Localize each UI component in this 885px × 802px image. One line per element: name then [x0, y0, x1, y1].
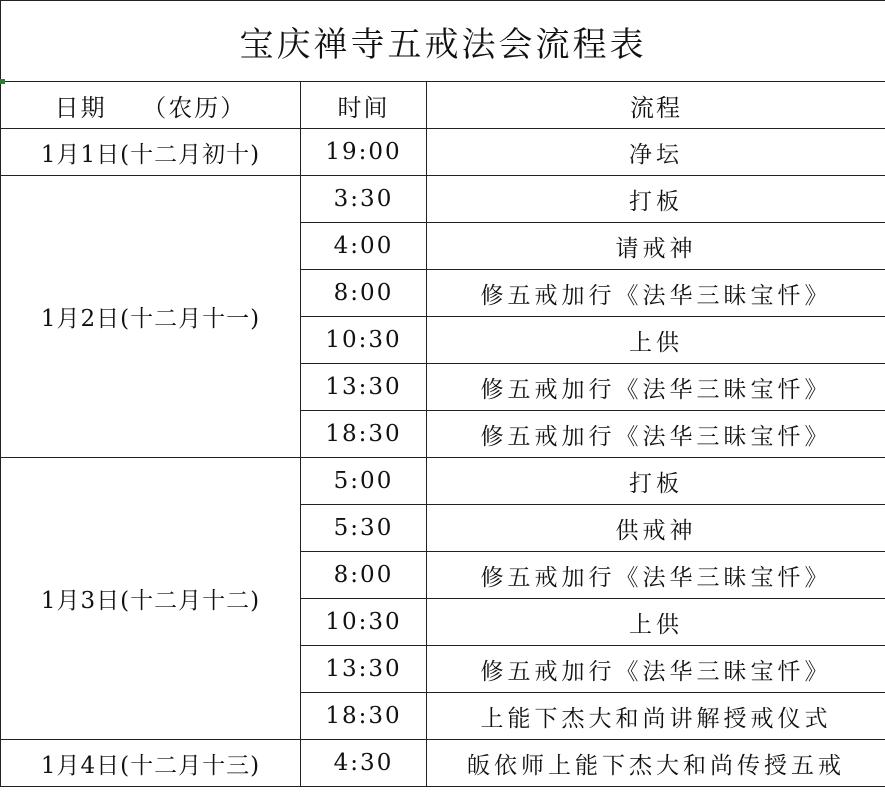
table-row — [1, 176, 885, 223]
header-date: 日期 （农历） — [1, 82, 301, 129]
process-cell: 打板 — [427, 458, 885, 505]
process-cell: 净坛 — [427, 129, 885, 176]
time-cell: 18:30 — [301, 693, 427, 740]
process-cell: 修五戒加行《法华三昧宝忏》 — [427, 270, 885, 317]
time-cell: 3:30 — [301, 176, 427, 223]
date-cell: 1月4日(十二月十三) — [1, 740, 301, 787]
date-cell: 1月3日(十二月十二) — [1, 458, 301, 740]
time-cell: 4:00 — [301, 223, 427, 270]
date-cell: 1月2日(十二月十一) — [1, 176, 301, 458]
time-cell: 13:30 — [301, 364, 427, 411]
time-cell: 13:30 — [301, 646, 427, 693]
process-cell: 供戒神 — [427, 505, 885, 552]
header-row — [1, 82, 885, 129]
process-cell: 上供 — [427, 317, 885, 364]
header-process: 流程 — [427, 82, 885, 129]
time-cell: 5:00 — [301, 458, 427, 505]
cell-corner-marker — [0, 79, 5, 84]
time-cell: 10:30 — [301, 599, 427, 646]
time-cell: 8:00 — [301, 270, 427, 317]
time-cell: 8:00 — [301, 552, 427, 599]
table-row — [1, 129, 885, 176]
process-cell: 上供 — [427, 599, 885, 646]
table-row — [1, 740, 885, 787]
time-cell: 19:00 — [301, 129, 427, 176]
process-cell: 皈依师上能下杰大和尚传授五戒 — [427, 740, 885, 787]
process-cell: 修五戒加行《法华三昧宝忏》 — [427, 646, 885, 693]
time-cell: 10:30 — [301, 317, 427, 364]
process-cell: 修五戒加行《法华三昧宝忏》 — [427, 364, 885, 411]
time-cell: 18:30 — [301, 411, 427, 458]
process-cell: 请戒神 — [427, 223, 885, 270]
process-cell: 修五戒加行《法华三昧宝忏》 — [427, 552, 885, 599]
process-cell: 上能下杰大和尚讲解授戒仪式 — [427, 693, 885, 740]
title-row — [1, 1, 885, 82]
time-cell: 4:30 — [301, 740, 427, 787]
date-cell: 1月1日(十二月初十) — [1, 129, 301, 176]
process-cell: 修五戒加行《法华三昧宝忏》 — [427, 411, 885, 458]
table-title: 宝庆禅寺五戒法会流程表 — [1, 1, 885, 82]
process-cell: 打板 — [427, 176, 885, 223]
time-cell: 5:30 — [301, 505, 427, 552]
table-row — [1, 458, 885, 505]
header-time: 时间 — [301, 82, 427, 129]
